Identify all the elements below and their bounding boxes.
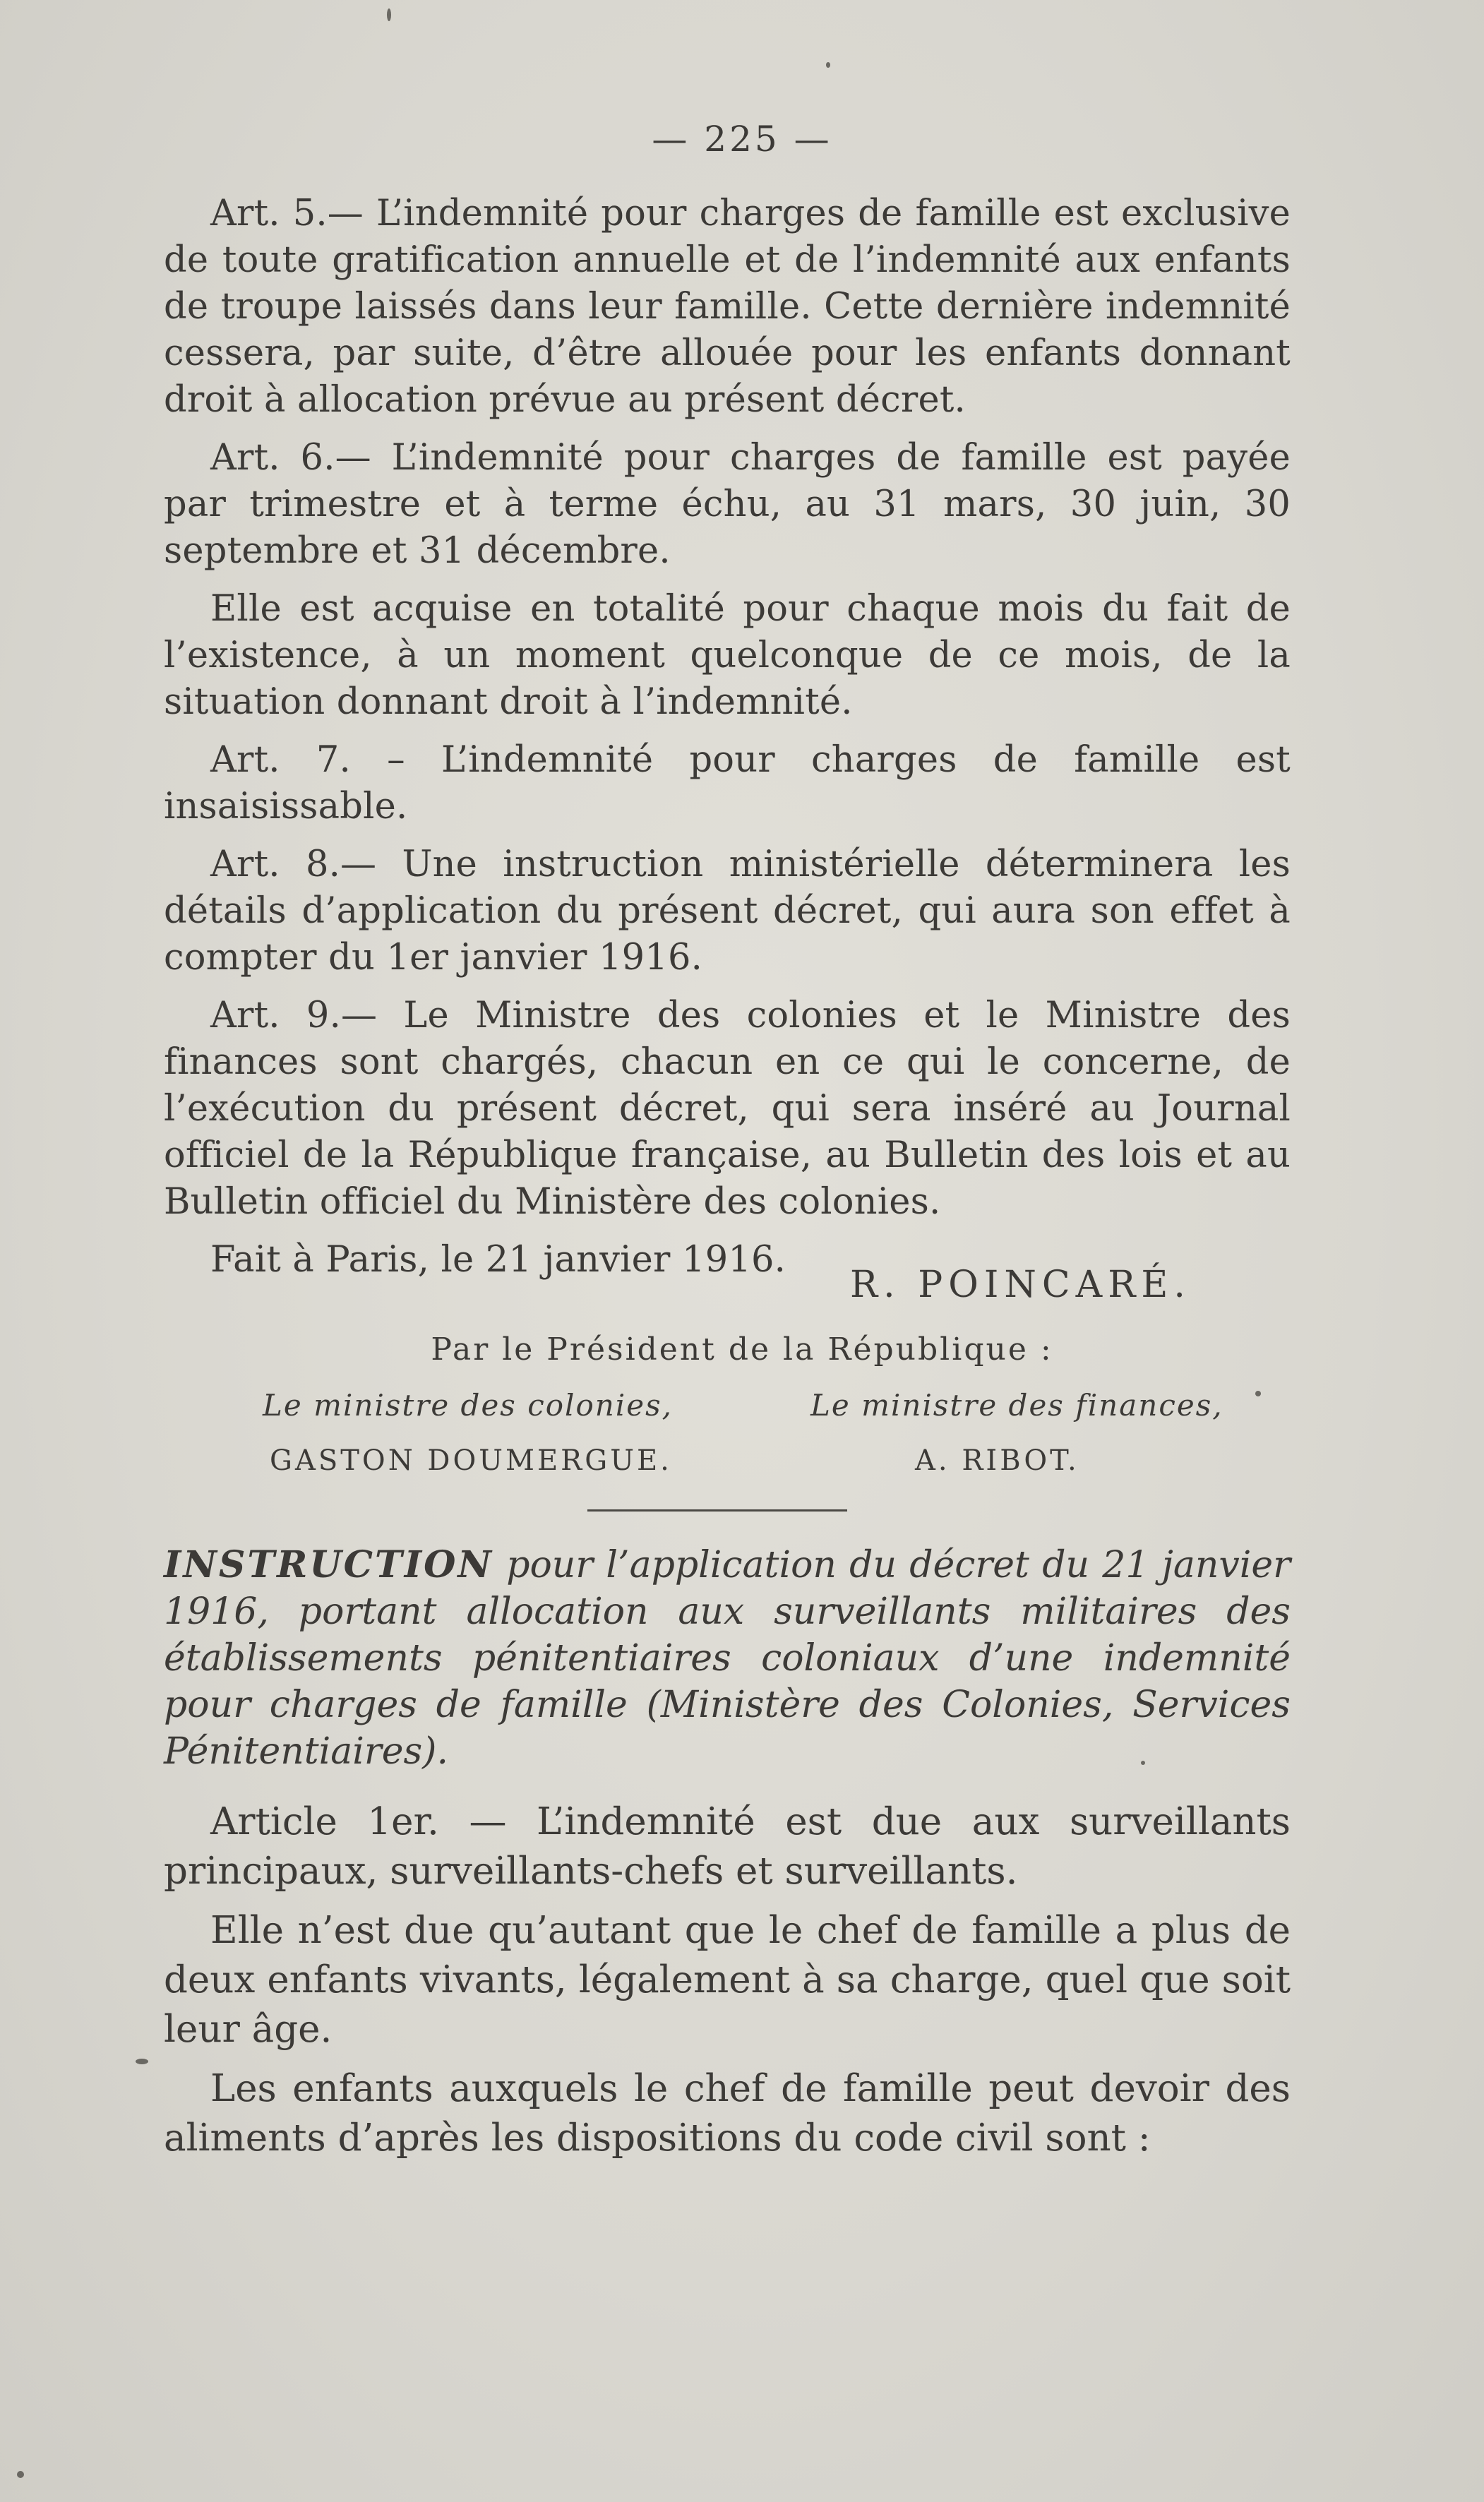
section-divider [587, 1509, 847, 1512]
instruction-heading [164, 1542, 1291, 1775]
paper-speck [17, 2471, 24, 2478]
president-signature: R. POINCARÉ. [850, 1264, 1191, 1306]
minister-colonies-title: Le ministre des colonies, [263, 1388, 673, 1423]
article-9: Art. 9.— Le Ministre des colonies et le Ministre des finances sont chargés, chacun en ce qui le concerne, de l’exécution du présent décret, qui sera inséré au Journal officiel de la République française, au Bulletin des lois et au Bulletin officiel du Ministère des colonies. [164, 995, 1291, 1223]
article-8: Art. 8.— Une instruction ministérielle déterminera les détails d’application du présent décret, qui aura son effet à compter du 1er janvier 1916. [164, 844, 1291, 978]
instruction-lead: INSTRUCTION [164, 1543, 493, 1586]
article-5: Art. 5.— L’indemnité pour charges de famille est exclusive de toute gratification annuelle et de l’indemnité aux enfants de troupe laissés dans leur famille. Cette dernière indemnité cessera, par suite, d’être allouée pour les enfants donnant droit à allocation prévue au présent décret. [164, 193, 1291, 421]
decree-articles [164, 191, 1291, 1295]
instruction-text: pour l’application du décret du 21 janvier 1916, portant allocation aux surveillants militaires des établissements pénitentiaires coloniaux d’une indemnité pour charges de famille (Ministère des Colonies, Services Pénitentiaires). [164, 1544, 1291, 1773]
article-1: Article 1er. — L’indemnité est due aux surveillants principaux, surveillants-chefs et surveillants. [164, 1800, 1291, 1893]
body-paragraph: Elle n’est due qu’autant que le chef de famille a plus de deux enfants vivants, légalement à sa charge, quel que soit leur âge. [164, 1909, 1291, 2051]
decree-date: Fait à Paris, le 21 janvier 1916. [210, 1239, 786, 1281]
paper-speck [136, 2059, 148, 2064]
article-6-continued: Elle est acquise en totalité pour chaque mois du fait de l’existence, à un moment quelconque de ce mois, de la situation donnant droit à l’indemnité. [164, 588, 1291, 723]
paper-speck [826, 62, 830, 68]
instruction-body [164, 1797, 1291, 2173]
minister-finances-title: Le ministre des finances, [810, 1388, 1223, 1423]
article-6: Art. 6.— L’indemnité pour charges de famille est payée par trimestre et à terme échu, au 31 mars, 30 juin, 30 septembre et 31 décembre. [164, 437, 1291, 572]
paper-speck [1255, 1391, 1261, 1396]
body-paragraph: Les enfants auxquels le chef de famille peut devoir des aliments d’après les dispositions du code civil sont : [164, 2067, 1291, 2160]
paper-speck [387, 8, 391, 21]
byline: Par le Président de la République : [431, 1331, 1053, 1367]
minister-colonies-name: GASTON DOUMERGUE. [270, 1444, 672, 1477]
minister-finances-name: A. RIBOT. [915, 1444, 1079, 1477]
page-number: — 225 — [652, 119, 832, 160]
article-7: Art. 7. – L’indemnité pour charges de famille est insaisissable. [164, 739, 1291, 827]
